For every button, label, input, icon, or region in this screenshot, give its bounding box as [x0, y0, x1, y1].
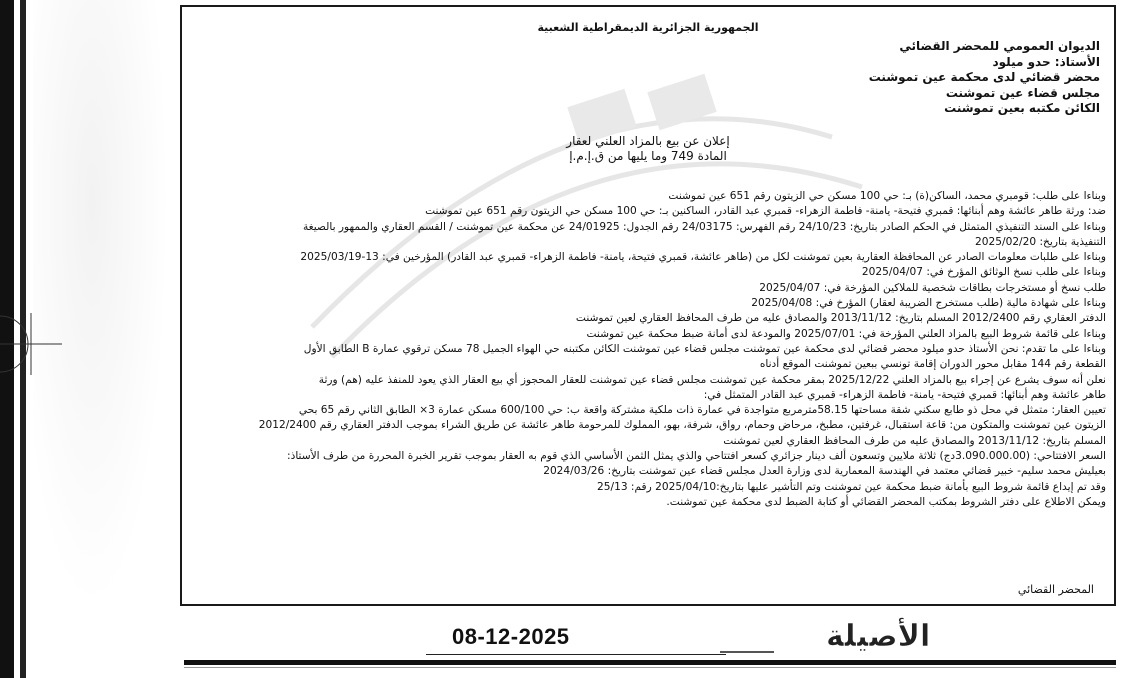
body-line: وبناءا على شهادة مالية (طلب مستخرج الضريبة لعقار) المؤرخ في: 2025/04/08	[751, 297, 1106, 310]
page-bottom-rule	[184, 660, 1116, 665]
office-line: محضر قضائي لدى محكمة عين تموشنت	[868, 70, 1100, 84]
body-line: وبناءا على طلب نسخ الوثائق المؤرخ في: 2025/04/07	[861, 266, 1106, 279]
body-line: وبناءا على ما تقدم: نحن الأستاذ حدو ميلود محضر قضائي لدى محكمة عين تموشنت مجلس قضاء عين تموشنت الكائن مكتبنه حي الهواء الجميل 78 مسكن ترقوي عمارة B الطابق الأول	[303, 342, 1106, 355]
body-line: الزيتون عين تموشنت والمتكون من: قاعة استقبال، غرفتين، مطبخ، مرحاض وحمام، رواق، شرفة، بهو، المملوك للمرحومة طاهر عائشة عن طريق الشراء بموجب الدفتر العقاري رقم 2012/2400	[258, 419, 1106, 432]
body-line: السعر الافتتاحي: (3.090.000.00دج) ثلاثة ملايين وتسعون ألف دينار جزائري كسعر افتتاحي والذي يمثل الثمن الأساسي الذي قوم به العقار بموجب تقرير الخبرة المحررة من طرف الأستاذ:	[287, 450, 1106, 463]
body-line: وقد تم إيداع قائمة شروط البيع بأمانة ضبط محكمة عين تموشنت وتم التأشير عليها بتاريخ:2025/04/10 رقم: 25/13	[597, 480, 1106, 493]
body-line: الدفتر العقاري رقم 2012/2400 المسلم بتاريخ: 2013/11/12 والمصادق عليه من طرف المحافظ العقاري لعين تموشنت	[575, 312, 1106, 325]
announcement-heading	[182, 134, 1114, 164]
office-line: الديوان العمومي للمحضر القضائي	[899, 39, 1100, 53]
newspaper-logo-icon	[714, 612, 931, 656]
body-line: وبناءا على قائمة شروط البيع بالمزاد العلني المؤرخة في: 2025/07/01 والمودعة لدى أمانة ضبط محكمة عين تموشنت	[586, 327, 1106, 340]
body-line: المسلم بتاريخ: 2013/11/12 والمصادق عليه من طرف المحافظ العقاري لعين تموشنت	[723, 434, 1106, 447]
body-line: نعلن أنه سوف يشرع عن إجراء بيع بالمزاد العلني 2025/12/22 بمقر محكمة عين تموشنت مجلس قضاء عين تموشنت للعقار المحجوز أي بيع العقار الذي يعود للمنفذ عليه (هم) ورثة	[318, 373, 1106, 386]
body-line: طاهر عائشة وهم أبنائها: قمبري فتيحة- يامنة- فاطمة الزهراء- قمبري عبد القادر المتمثل في:	[703, 388, 1106, 401]
office-line: مجلس قضاء عين تموشنت	[945, 85, 1100, 100]
body-line: بعيليش محمد سليم- خبير قضائي معتمد في الهندسة المعمارية لدى وزارة العدل مجلس قضاء عين تموشنت بتاريخ: 2024/03/26	[543, 465, 1106, 478]
signature-label: المحضر القضائي	[1017, 583, 1094, 596]
office-line: الكائن مكتبه بعين تموشنت	[944, 101, 1100, 115]
body-line: التنفيذية بتاريخ: 2025/02/20	[975, 235, 1106, 248]
announcement-title: إعلان عن بيع بالمزاد العلني لعقار	[566, 134, 730, 148]
logo-lettering: الأصيلة	[826, 619, 931, 654]
body-line: تعيين العقار: متمثل في محل ذو طابع سكني شقة مساحتها 58.15مترمربع متواجدة في عمارة ذات ملكية مشتركة واقعة ب: حي 600/100 مسكن عمارة 3× الطابق الثاني رقم 65 بحي	[298, 404, 1106, 417]
body-line: القطعة رقم 144 مقابل محور الدوران إقامة تونسي ببعين تموشنت الموقع أدناه	[759, 358, 1106, 371]
republic-heading: الجمهورية الجزائرية الديمقراطية الشعبية	[537, 21, 759, 34]
publication-footer	[180, 610, 1116, 660]
notice-body	[190, 189, 1106, 510]
page-bottom-rule-thin	[184, 667, 1116, 668]
body-line: وبناءا على طلب: قومبري محمد، الساكن(ة) بـ: حي 100 مسكن حي الزيتون رقم 651 عين تموشنت	[668, 190, 1106, 202]
date-underline	[426, 654, 726, 655]
body-line: وبناءا على طلبات معلومات الصادر عن المحافظة العقارية بعين تموشنت لكل من (طاهر عائشة، قمبري فتيحة، يامنة- فاطمة الزهراء- قمبري عبد القادر) المؤرخين في: 13-2025/03/19	[300, 251, 1106, 264]
body-line: وبناءا على السند التنفيذي المتمثل في الحكم الصادر بتاريخ: 24/10/23 رقم الفهرس: 24/03175 رقم الجدول: 24/01925 عن محكمة عين تموشنت / القسم العقاري والممهور بالصيغة	[302, 220, 1106, 233]
publication-date: 08-12-2025	[452, 624, 570, 649]
registration-crosshair-icon	[0, 313, 62, 375]
body-line: ضد: ورثة طاهر عائشة وهم أبنائها: قمبري فتيحة- يامنة- فاطمة الزهراء- قمبري عبد القادر، الساكنين بـ: حي 100 مسكن حي الزيتون رقم 651 عين تموشنت	[425, 205, 1106, 218]
office-line: الأستاذ: حدو ميلود	[992, 54, 1100, 69]
body-line: طلب نسخ أو مستخرجات بطاقات شخصية للملاكين المؤرخة في: 2025/04/07	[759, 281, 1106, 294]
bailiff-office-block	[680, 39, 1100, 117]
legal-notice	[180, 5, 1116, 606]
body-line: ويمكن الاطلاع على دفتر الشروط بمكتب المحضر القضائي أو كتابة الضبط لدى محكمة عين تموشنت.	[666, 495, 1106, 508]
announcement-subtitle: المادة 749 وما يليها من ق.إ.م.إ	[569, 149, 727, 163]
